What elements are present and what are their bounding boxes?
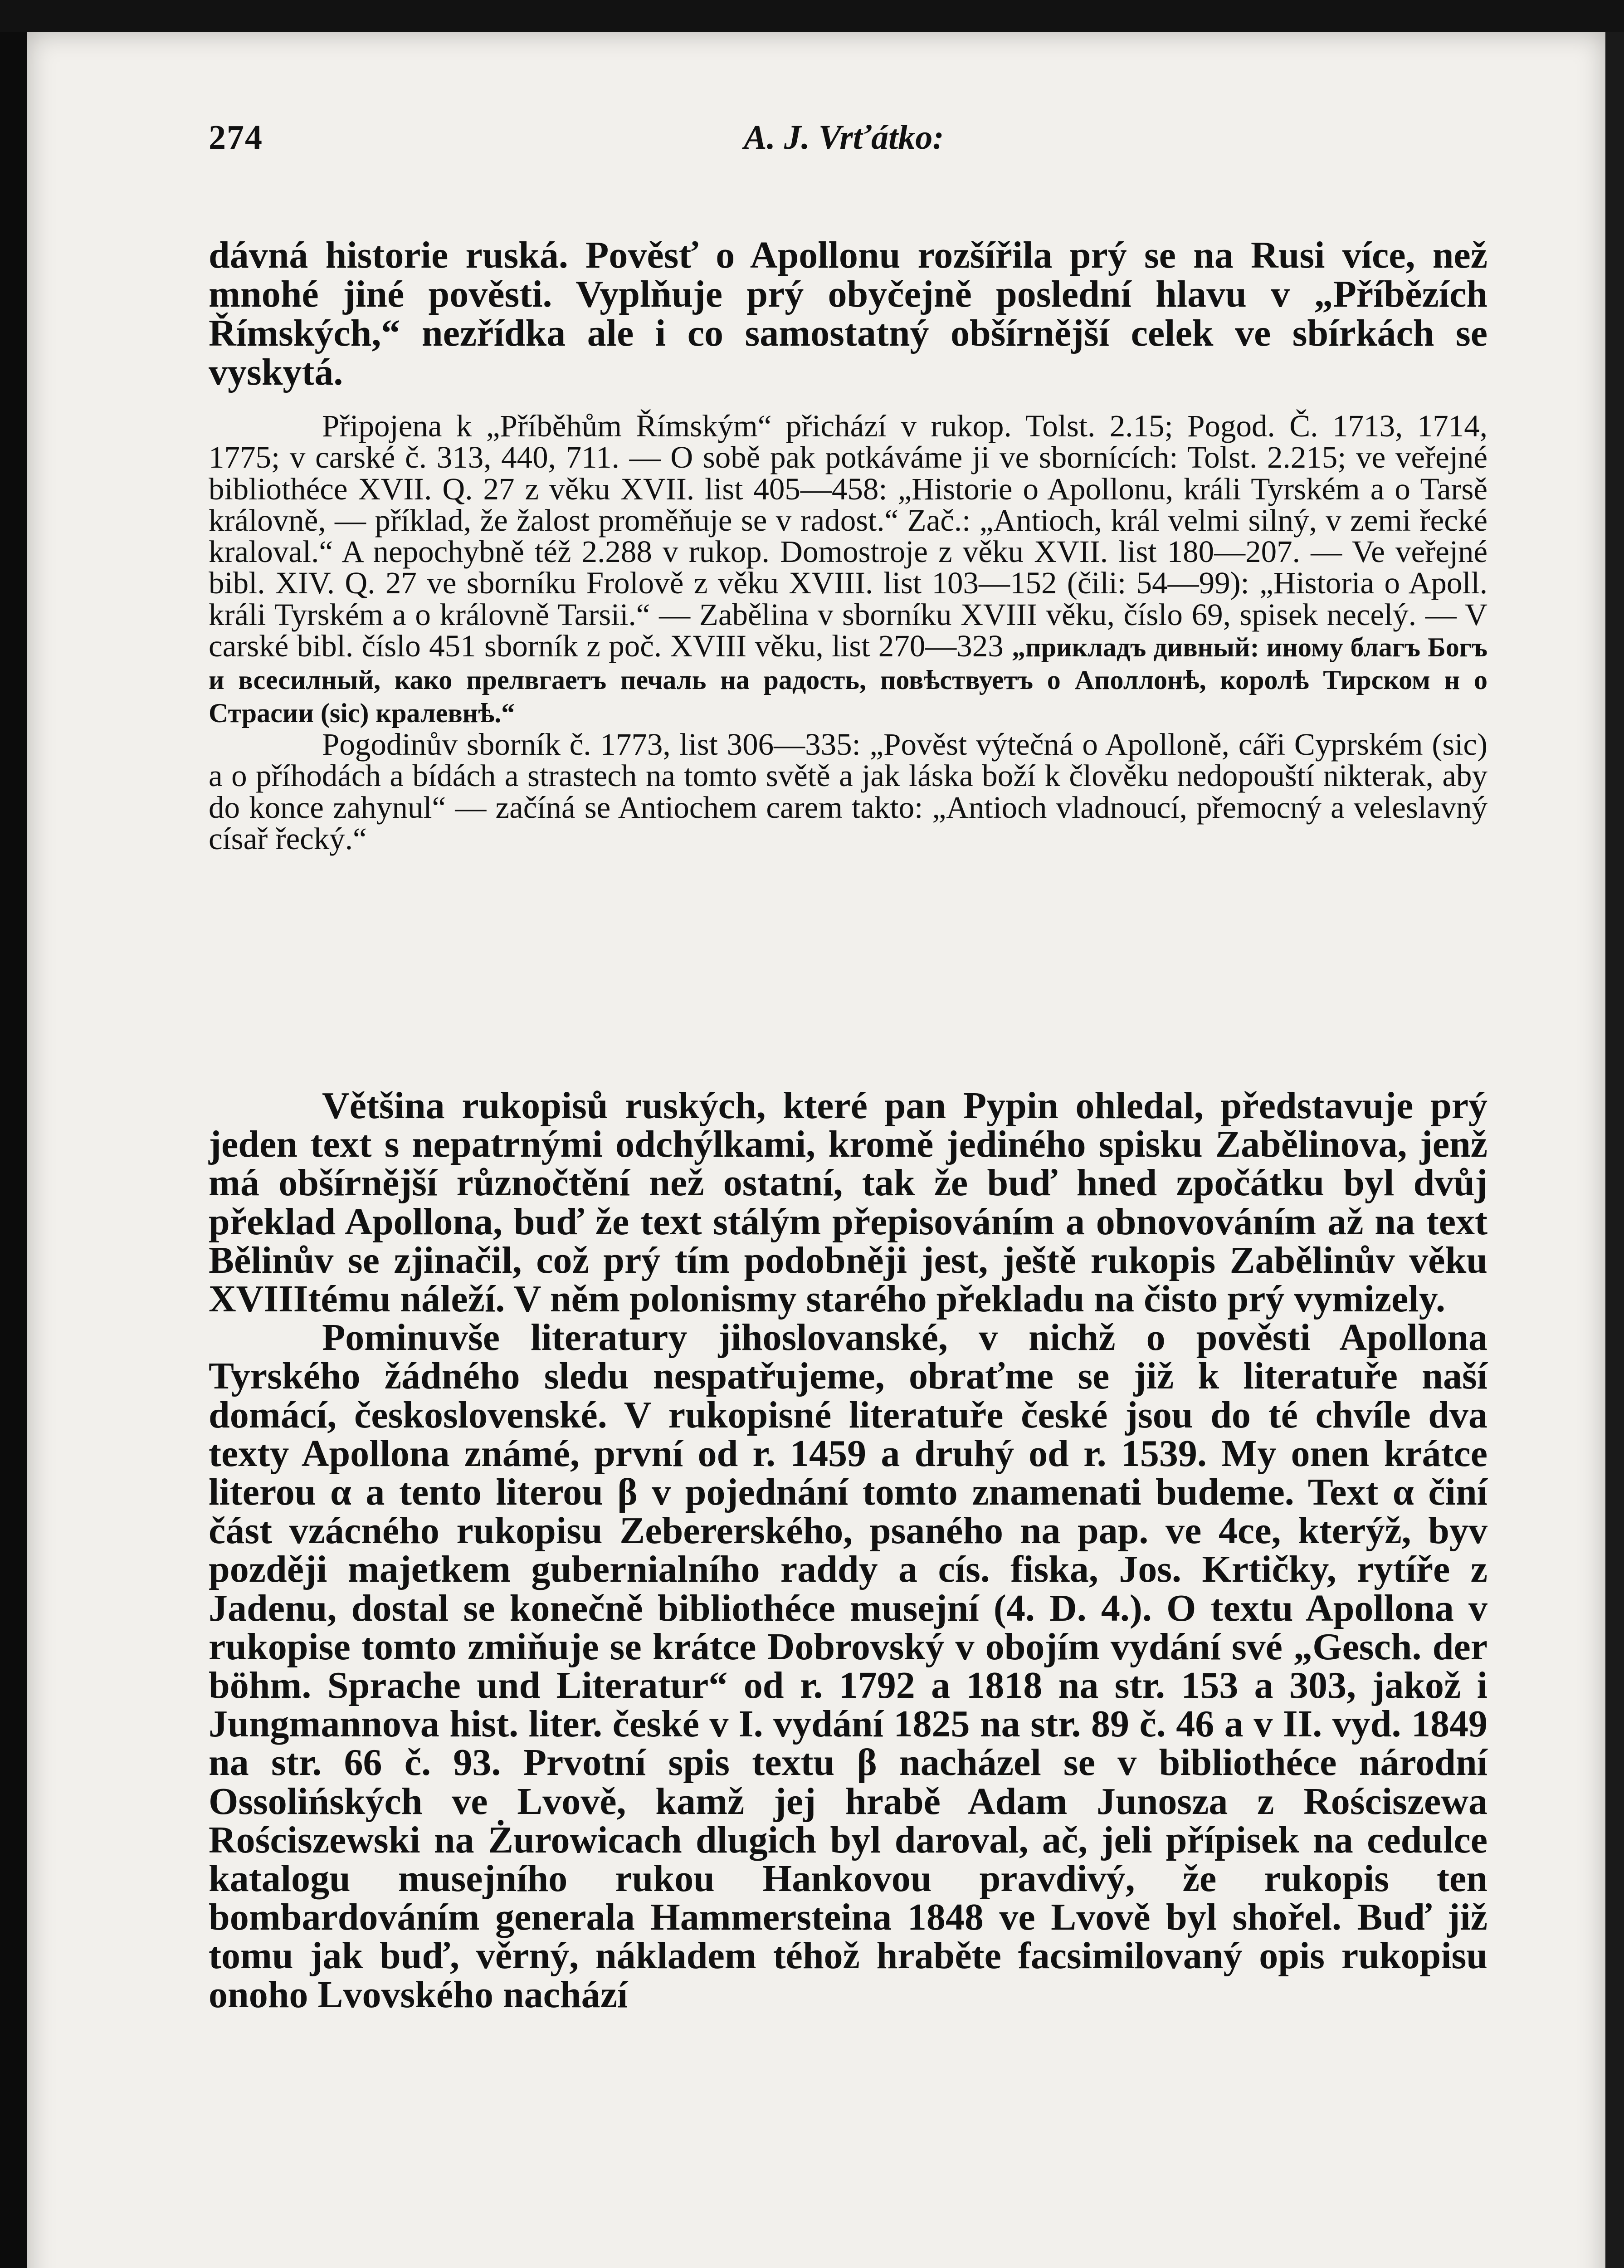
paragraph-2: Většina rukopisů ruských, které pan Pypin ohledal, představuje prý jeden text s nepatrnými odchýlkami, kromě jediného spisku Zabělinova, jenž má obšírnější různočtění než ostatní, tak že buď hned zpočátku byl dvůj překlad Apollona, buď že text stálým přepisováním a obnovováním až na text Bělinův se zjinačil, což prý tím podobněji jest, ještě rukopis Zabělinův věku XVIIItému náleží. V něm polonismy starého překladu na čisto prý vymizely. [209,1085,1487,1320]
paragraph-3: Pominuvše literatury jihoslovanské, v nichž o pověsti Apollona Tyrského žádného sledu nespatřujeme, obraťme se již k literatuře naší domácí, československé. V rukopisné literatuře české jsou do té chvíle dva texty Apollona známé, první od r. 1459 a druhý od r. 1539. My onen krátce literou α a tento literou β v pojednání tomto znamenati budeme. Text α činí část vzácného rukopisu Zebererského, psaného na pap. ve 4ce, kterýž, byv později majetkem gubernialního raddy a cís. fiska, Jos. Krtičky, rytíře z Jadenu, dostal se konečně bibliothéce musejní (4. D. 4.). O textu Apollona v rukopise tomto zmiňuje se krátce Dobrovský v obojím vydání své „Gesch. der böhm. Sprache und Literatur“ od r. 1792 a 1818 na str. 153 a 303, jakož i Jungmannova hist. liter. české v I. vydání 1825 na str. 89 č. 46 a v II. vyd. 1849 na str. 66 č. 93. Prvotní spis textu β nacházel se v bibliothéce národní Ossolińských ve Lvově, kamž jej hrabě Adam Junosza z Rościszewa Rościszewski na Żurowicach dlugich byl daroval, ač, jeli přípisek na cedulce katalogu musejního rukou Hankovou pravdivý, že rukopis ten bombardováním generala Hammersteina 1848 ve Lvově byl shořel. Buď již tomu jak buď, věrný, nákladem téhož hraběte facsimilovaný opis rukopisu onoho Lvovského nachází [209,1316,1487,2016]
note-block [209,411,1487,855]
page-number: 274 [209,118,263,156]
paragraph-1 [209,236,1487,392]
running-head: A. J. Vrťátko: [744,118,944,156]
note-1-russian-quote: „прикладъ дивный: иному благъ Богъ и всесилный, како прелвгаетъ печаль на радость, повѣствуетъ о Аполлонѣ, королѣ Тирском н о Страсии (sic) кралевнѣ.“ [209,632,1487,728]
scan-border-left [0,0,27,2268]
paragraph-1-text: dávná historie ruská. Pověsť o Apollonu rozšířila prý se na Rusi více, než mnohé jiné pověsti. Vyplňuje prý obyčejně poslední hlavu v „Příbězích Římských,“ nezřídka ale i co samostatný obšírnější celek ve sbírkách se vyskytá. [209,234,1487,393]
note-2: Pogodinův sborník č. 1773, list 306—335: „Pověst výtečná o Apolloně, cáři Cyprském (sic) a o příhodách a bídách a strastech na tomto světě a jak láska boží k člověku nedopouští nikterak, aby do konce zahynul“ — začíná se Antiochem carem takto: „Antioch vladnoucí, přemocný a veleslavný císař řecký.“ [209,727,1487,856]
page-header [209,109,1487,168]
scan-border-top [0,0,1624,32]
note-1 [209,411,1487,729]
note-1-text: Připojena k „Příběhům Římským“ přichází v rukop. Tolst. 2.15; Pogod. Č. 1713, 1714, 1775; v carské č. 313, 440, 711. — O sobě pak potkáváme ji ve sbornících: Tolst. 2.215; ve veřejné bibliothéce XVII. Q. 27 z věku XVII. list 405—458: „Historie o Apollonu, králi Tyrském a o Tarsě královně, — příklad, že žalost proměňuje se v radost.“ Zač.: „Antioch, král velmi silný, v zemi řecké kraloval.“ A nepochybně též 2.288 v rukop. Domostroje z věku XVII. list 180—207. — Ve veřejné bibl. XIV. Q. 27 ve sborníku Frolově z věku XVIII. list 103—152 (čili: 54—99): „Historia o Apoll. králi Tyrském a o královně Tarsii.“ — Zabělina v sborníku XVIII věku, číslo 69, spisek necelý. — V carské bibl. číslo 451 sborník z poč. XVIII věku, list 270—323 [209,409,1487,664]
main-text-block [209,1086,1487,2014]
